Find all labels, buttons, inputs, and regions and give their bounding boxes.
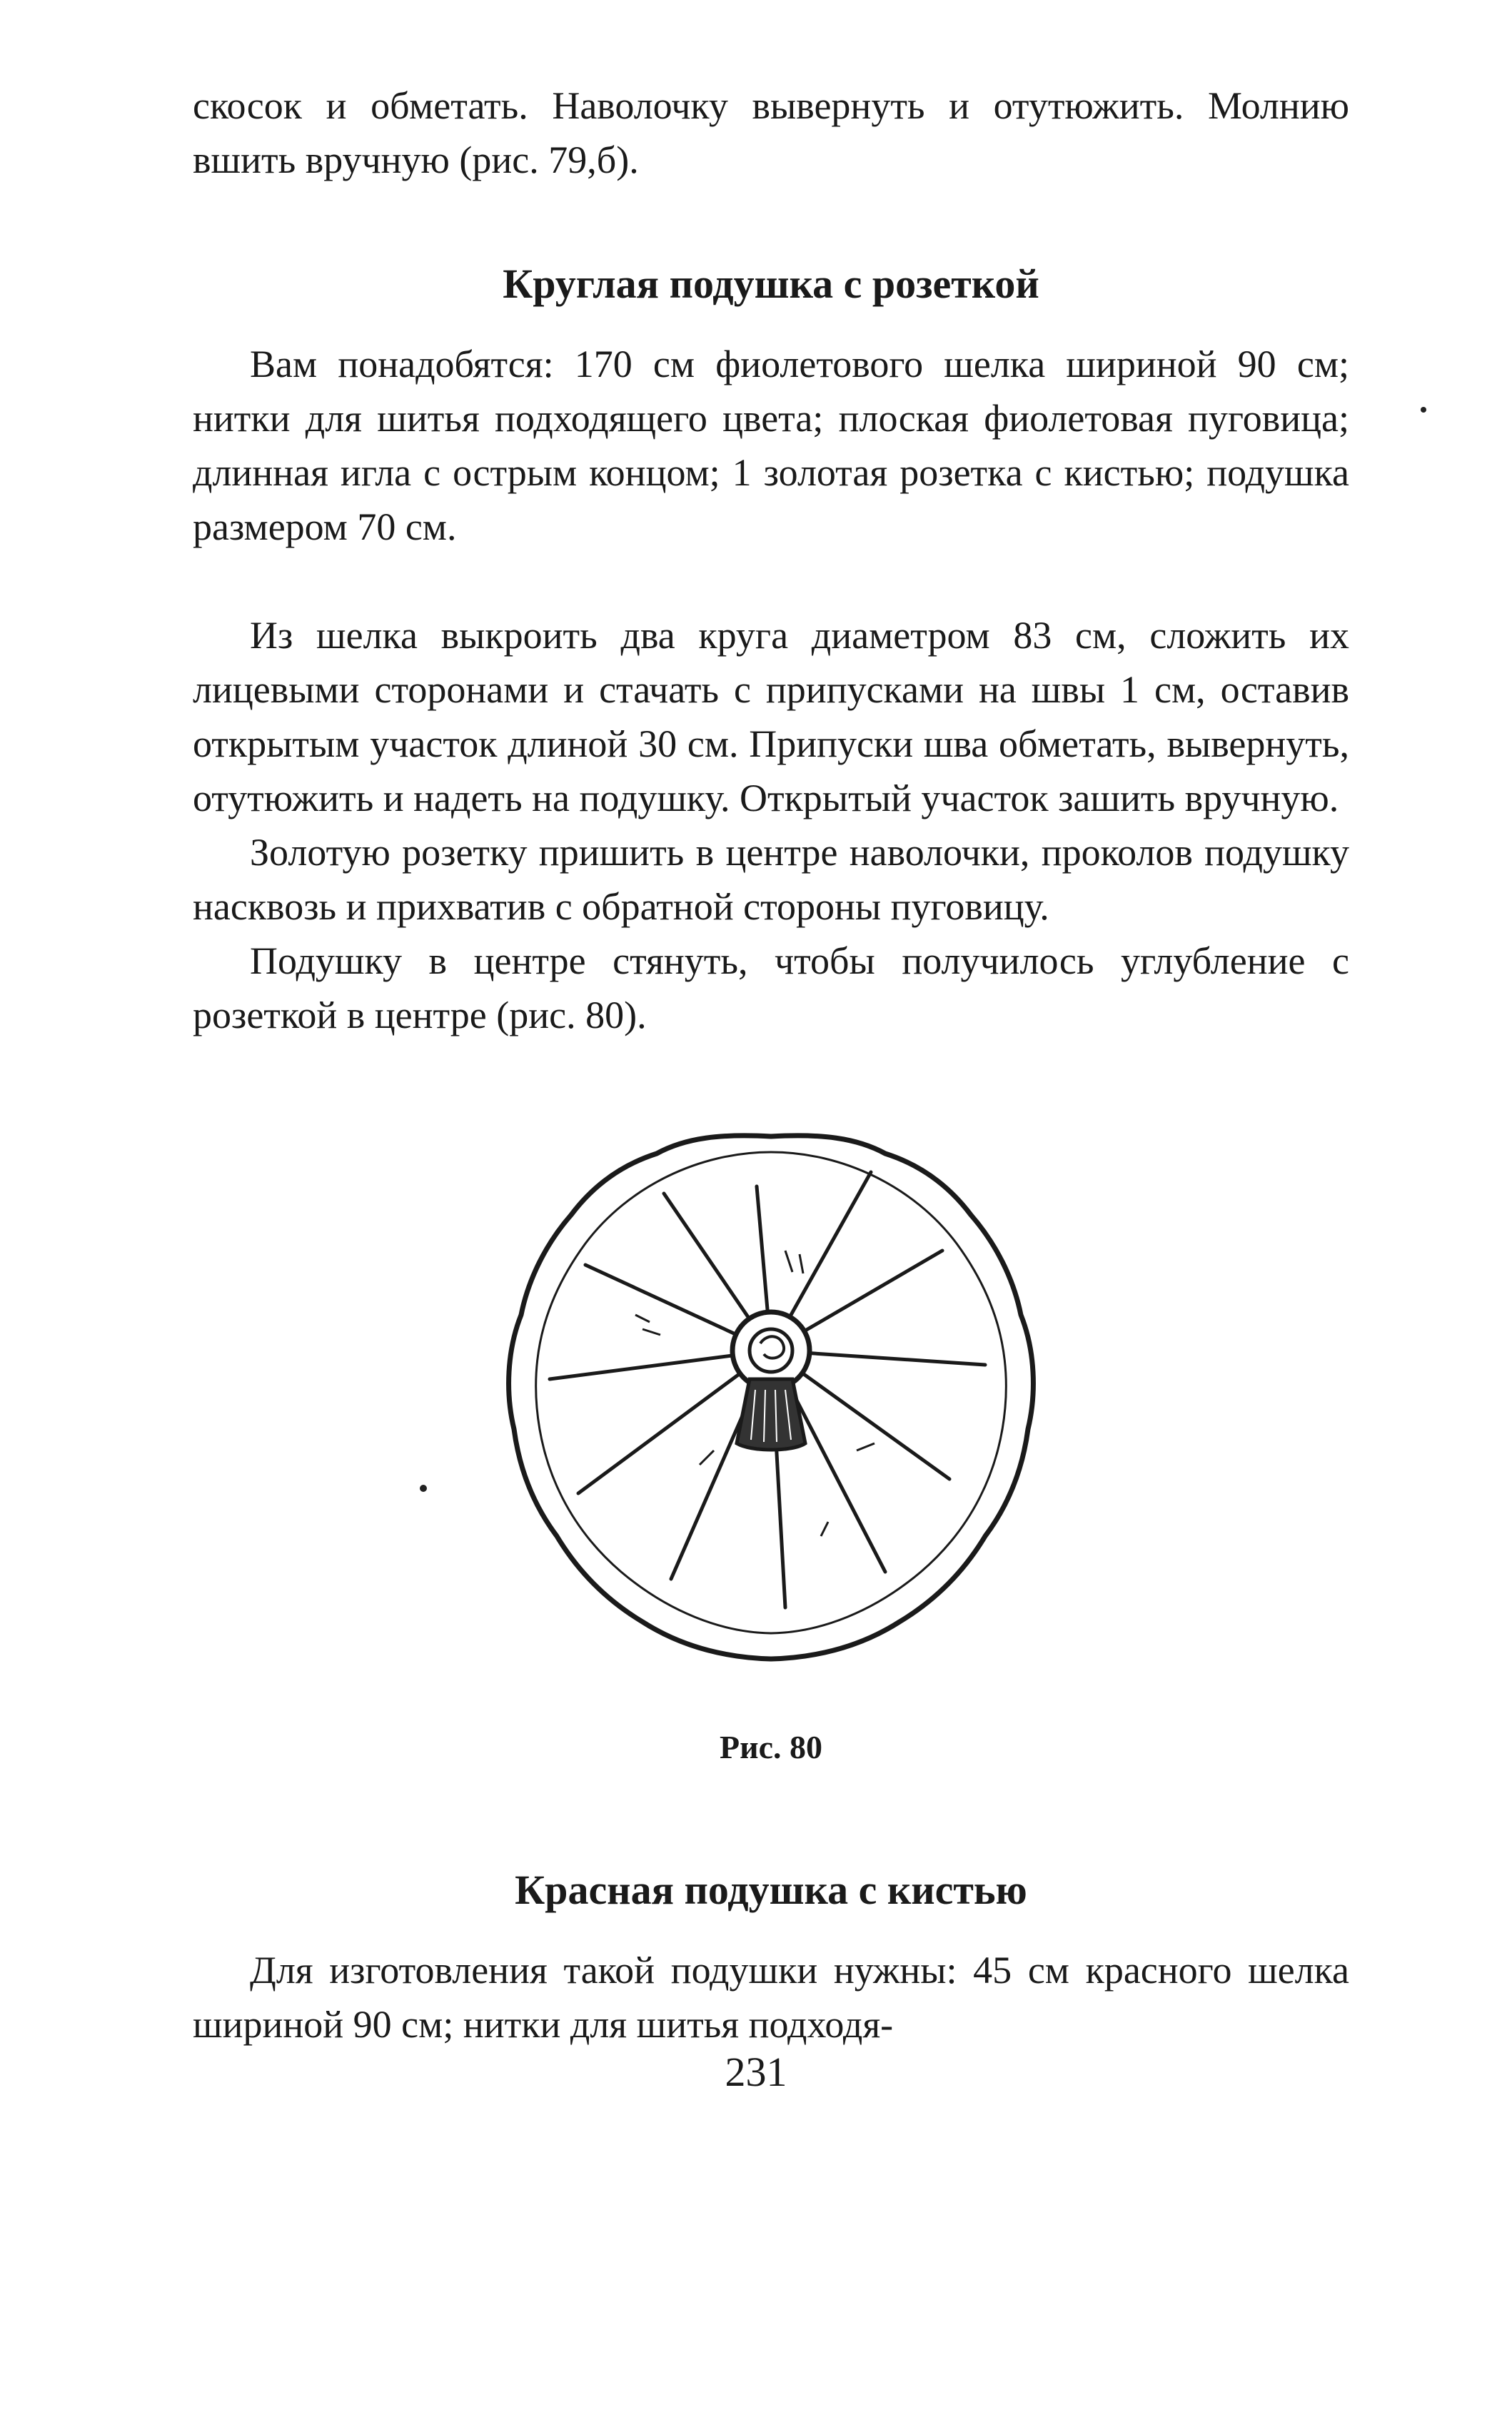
page-content — [193, 79, 1349, 2052]
page-number: 231 — [725, 2049, 787, 2095]
figure-round-cushion — [193, 1108, 1349, 1693]
cushion-illustration — [485, 1108, 1057, 1693]
intro-paragraph: скосок и обметать. Наволочку вывернуть и отутюжить. Молнию вшить вручную (рис. 79,б). — [193, 84, 1349, 181]
step-paragraph-3: Подушку в центре стянуть, чтобы получилось углубление с розеткой в центре (рис. 80). — [193, 939, 1349, 1036]
section-heading-red-cushion: Красная подушка с кистью — [515, 1867, 1027, 1913]
figure-caption: Рис. 80 — [719, 1729, 823, 1765]
step-paragraph-1: Из шелка выкроить два круга диаметром 83 см, сложить их лицевыми сторонами и стачать с припусками на швы 1 см, оставив открытым участок длиной 30 см. Припуски шва обметать, вывернуть, отутюжить и надеть на подушку. Открытый участок зашить вручную. — [193, 614, 1349, 819]
section-heading-round-cushion: Круглая подушка с розеткой — [503, 261, 1039, 307]
print-speck — [420, 1485, 427, 1492]
print-speck — [1421, 407, 1426, 413]
red-cushion-paragraph: Для изготовления такой подушки нужны: 45 см красного шелка шириной 90 см; нитки для шитья подходя- — [193, 1949, 1349, 2046]
tassel — [737, 1379, 805, 1450]
materials-paragraph: Вам понадобятся: 170 см фиолетового шелка шириной 90 см; нитки для шитья подходящего цвета; плоская фиолетовая пуговица; длинная игла с острым концом; 1 золотая розетка с кистью; подушка размером 70 см. — [193, 343, 1349, 548]
step-paragraph-2: Золотую розетку пришить в центре наволочки, проколов подушку насквозь и прихватив с обратной стороны пуговицу. — [193, 831, 1349, 928]
